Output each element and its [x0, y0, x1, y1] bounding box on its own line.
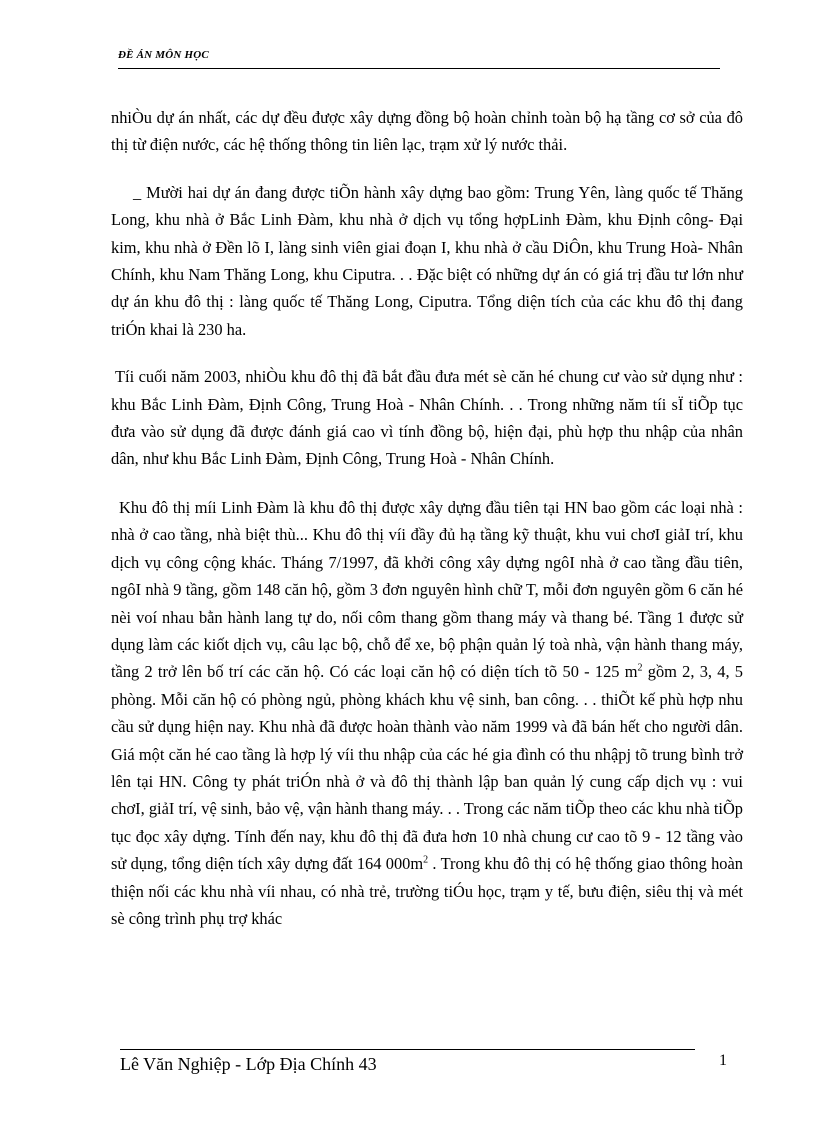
page-header	[118, 48, 720, 69]
paragraph-4	[111, 494, 743, 933]
text-line: ty phát triÓn nhà ở và đô thị thành lập ban quản lý cung cấp dịch vụ : vui chơI,	[111, 771, 743, 819]
text-line: Khu đô thị míi Linh Đàm là khu đô thị được xây dựng đầu tiên tại HN bao gồm	[119, 497, 650, 517]
text-line: gồm 2, 3, 4, 5 phòng. Mỗi căn hộ có phòng ngủ, phòng khách khu vệ sinh,	[111, 662, 743, 709]
text-line: gồm 3 đơn nguyên hình chữ T, mỗi đơn nguyên gồm 6 căn hé nèi voí nhau bằn	[111, 580, 743, 627]
text-line: thành vào năm 1999 và đã bán hết cho người dân. Giá một căn hé cao tầng là hợp	[111, 717, 743, 764]
text-line: quốc tế Thăng Long, khu nhà ở Bắc Linh Đàm, khu nhà ở dịch vụ tổng hợpLinh	[111, 182, 743, 230]
superscript: 2	[637, 662, 643, 674]
text-line: Ciputra. . . Đặc biệt có những dự án có giá trị đầu tư lớn như dự án khu đô thị :	[111, 265, 743, 312]
text-line: nhà ở cầu DiÔn, khu Trung Hoà- Nhân Chính, khu Nam Thăng Long, khu	[111, 237, 743, 285]
text-line: nhiÒu dự án nhất, các dự đều được xây dựng đồng bộ hoàn chỉnh toàn bộ hạ tầng	[111, 108, 655, 127]
header-title: ĐỀ ÁN MÔN HỌC	[118, 49, 209, 61]
footer-divider	[120, 1049, 695, 1050]
superscript: 2	[423, 854, 429, 866]
text-line: Trung Hoà - Nhân Chính.	[385, 449, 555, 469]
text-line: giảI trí, vệ sinh, bảo vệ, vận hành thang máy. . . Trong các năm tiÕp theo các khu	[148, 799, 682, 819]
text-line: hiện đại, phù hợp thu nhập của nhân dân, như khu Bắc Linh Đàm, Định Công,	[111, 422, 743, 469]
text-line: hành lang tự do, nối côm thang gồm thang máy và thang bé. Tầng 1 được sử dụng	[111, 607, 743, 654]
text-line: các loại nhà : nhà ở cao tầng, nhà biệt thù... Khu đô thị víi đầy đủ hạ tầng kỹ	[111, 497, 743, 545]
paragraph-1	[111, 104, 743, 159]
text-line: thuật, khu vui chơI giảI trí, khu dịch vụ công cộng khác. Tháng 7/1997, đã khởi	[111, 525, 743, 572]
text-line: _ Mười hai dự án đang được tiÕn hành xây dựng bao gồm: Trung Yên, làng	[133, 182, 643, 202]
text-line: công xây dựng ngôI nhà ở cao tầng đầu tiên, ngôI nhà 9 tầng, gồm 148 căn hộ,	[111, 552, 743, 600]
footer-author: Lê Văn Nghiệp - Lớp Địa Chính 43	[120, 1054, 377, 1074]
text-line: lý víi thu nhập của các hé gia đình có thu nhậpj tõ trung bình trở lên tại HN. Công	[111, 744, 744, 791]
text-line: thang máy, tầng 2 trở lên bố trí các căn hộ. Có các loại căn hộ có diện tích tõ 50 -	[111, 634, 743, 682]
text-line: cao tõ 9 - 12 tầng vào sử dụng, tổng diện tích xây dựng đất 164 000m	[111, 826, 743, 874]
paragraph-2	[111, 179, 743, 343]
text-line: làm các kiốt dịch vụ, câu lạc bộ, chỗ để xe, bộ phận quản lý toà nhà, vận hành	[148, 634, 667, 654]
text-line: cơ sở của đô thị từ điện nước, các hệ thống thông tin liên lạc, trạm xử lý nước	[111, 108, 743, 155]
text-line: 125 m	[594, 662, 638, 682]
text-line: khu đô thị có hệ thống giao thông hoàn thiện nối các khu nhà víi nhau, có nhà trẻ,	[111, 854, 743, 901]
page-number: 1	[719, 1052, 727, 1069]
text-line: ban công. . . thiÕt kế phù hợp nhu cầu sử dụng hiện nay. Khu nhà đã được hoàn	[111, 689, 744, 737]
text-line: Đàm, khu Định công- Đại kim, khu nhà ở Đền lõ I, làng sinh viên giai đoạn I, khu	[111, 210, 744, 257]
text-line: . Trong	[428, 854, 481, 874]
text-line: nhà tiÕp tục đọc xây dựng. Tính đến nay, khu đô thị đã đưa hơn 10 nhà chung cư	[111, 799, 743, 846]
document-body	[111, 104, 743, 932]
paragraph-3	[111, 363, 743, 473]
text-line: trường tiÓu học, trạm y tế, bưu điện, siêu thị và mét sè công trình phụ trợ khác	[111, 881, 743, 928]
text-line: thải.	[538, 135, 568, 155]
text-line: sử dụng như : khu Bắc Linh Đàm, Định Công, Trung Hoà - Nhân Chính. . . Trong	[111, 367, 743, 414]
text-line: Tíi cuối năm 2003, nhiÒu khu đô thị đã bắt đầu đưa mét sè căn hé chung cư vào	[115, 367, 648, 387]
text-line: làng quốc tế Thăng Long, Ciputra. Tổng diện tích của các khu đô thị đang triÓn	[111, 292, 743, 339]
text-line: khai là 230 ha.	[149, 319, 247, 339]
text-line: những năm tíi sÏ tiÕp tục đưa vào sử dụng đã được đánh giá cao vì tính đồng bộ,	[111, 394, 743, 442]
